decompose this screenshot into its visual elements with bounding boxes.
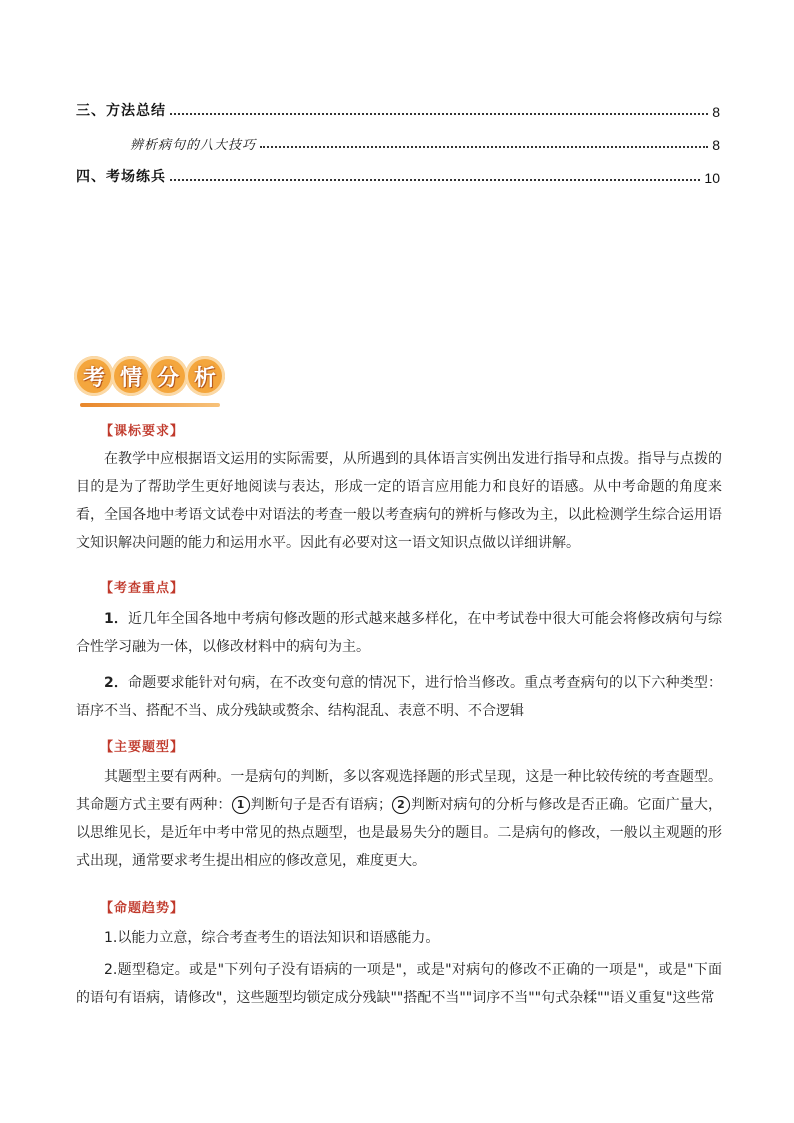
toc-page: 8: [712, 137, 720, 153]
section-banner: [74, 356, 226, 404]
toc-entry[interactable]: [76, 164, 720, 186]
section-heading: 【主要题型】: [100, 740, 185, 755]
toc-page: 10: [704, 170, 720, 186]
circled-number: 1: [232, 796, 250, 814]
toc-leader: [170, 113, 708, 115]
toc-entry[interactable]: [76, 98, 720, 120]
section-heading: 【命题趋势】: [100, 901, 185, 916]
toc-entry[interactable]: [130, 131, 720, 153]
circled-number: 2: [392, 796, 410, 814]
paragraph: 其题型主要有两种。一是病句的判断，多以客观选择题的形式呈现，这是一种比较传统的考查题型。其命题方式主要有两种： 1 判断句子是否有语病； 2 判断对病句的分析与修改是否正确。它面广量大，以思维见长，是近年中考中常见的热点题型，也是最易失分的题目。二是病句的修改，一般以主观题的形式出现，通常要求考生提出相应的修改意见，难度更大。: [76, 769, 723, 869]
banner-char: 情: [111, 356, 151, 396]
paragraph: 2.题型稳定。或是"下列句子没有语病的一项是"，或是"对病句的修改不正确的一项是"，或是"下面的语句有语病，请修改"，这些题型均锁定成分残缺""搭配不当""词序不当""句式杂糅""语义重复"这些常: [76, 962, 722, 1006]
banner-char: 析: [185, 356, 225, 396]
toc-label: 四、考场练兵: [76, 169, 166, 185]
paragraph: 1．近几年全国各地中考病句修改题的形式越来越多样化，在中考试卷中很大可能会将修改病句与综合性学习融为一体，以修改材料中的病句为主。: [76, 611, 723, 655]
toc-leader: [260, 146, 708, 148]
banner-char: 分: [148, 356, 188, 396]
toc-label: 辨析病句的八大技巧: [130, 138, 257, 153]
section-heading: 【课标要求】: [100, 424, 185, 439]
toc-page: 8: [712, 104, 720, 120]
section-heading: 【考查重点】: [100, 581, 185, 596]
banner-char: 考: [74, 356, 114, 396]
paragraph: 2．命题要求能针对句病，在不改变句意的情况下，进行恰当修改。重点考查病句的以下六种类型：语序不当、搭配不当、成分残缺或赘余、结构混乱、表意不明、不合逻辑: [76, 675, 723, 719]
paragraph: 在教学中应根据语文运用的实际需要，从所遇到的具体语言实例出发进行指导和点拨。指导与点拨的目的是为了帮助学生更好地阅读与表达，形成一定的语言应用能力和良好的语感。从中考命题的角度来看，全国各地中考语文试卷中对语法的考查一般以考查病句的辨析与修改为主，以此检测学生综合运用语文知识解决问题的能力和运用水平。因此有必要对这一语文知识点做以详细讲解。: [76, 451, 722, 551]
toc-leader: [170, 179, 700, 181]
toc-label: 三、方法总结: [76, 103, 166, 119]
paragraph: 1.以能力立意，综合考查考生的语法知识和语感能力。: [104, 930, 440, 946]
banner-underline: [80, 403, 220, 407]
